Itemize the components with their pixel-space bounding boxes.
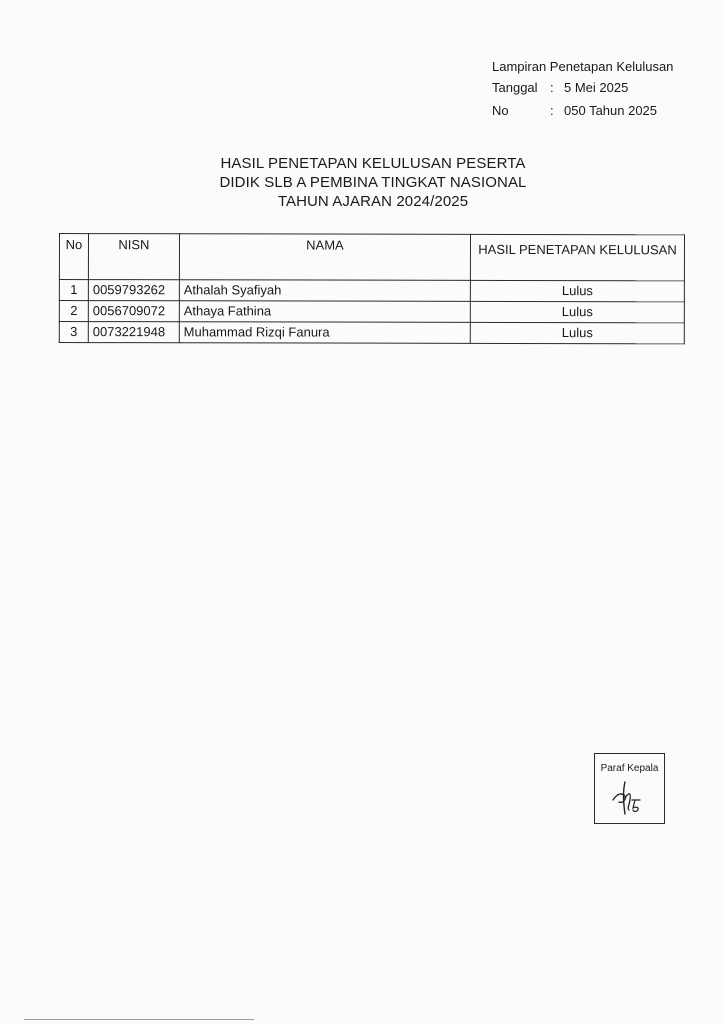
table-row xyxy=(59,322,684,344)
column-header-nama: NAMA xyxy=(179,234,470,281)
attachment-header xyxy=(492,56,673,121)
date-separator: : xyxy=(550,80,554,95)
title-line-2: DIDIK SLB A PEMBINA TINGKAT NASIONAL xyxy=(219,174,527,191)
attachment-title xyxy=(492,56,673,77)
document-title xyxy=(150,154,596,211)
date-row xyxy=(492,77,673,98)
cell-no: 3 xyxy=(59,322,88,343)
column-header-hasil: HASIL PENETAPAN KELULUSAN xyxy=(470,234,684,280)
date-label: Tanggal xyxy=(492,80,538,95)
date-value: 5 Mei 2025 xyxy=(564,80,629,95)
principal-initial-label: Paraf Kepala xyxy=(600,763,659,774)
column-header-nisn: NISN xyxy=(88,234,179,280)
number-row xyxy=(492,100,673,121)
cell-no: 1 xyxy=(59,280,88,301)
title-line-1: HASIL PENETAPAN KELULUSAN PESERTA xyxy=(220,155,526,172)
scan-edge-line xyxy=(24,1019,254,1020)
cell-no: 2 xyxy=(59,301,88,322)
title-line-3: TAHUN AJARAN 2024/2025 xyxy=(277,193,469,210)
graduation-results-table xyxy=(59,233,685,344)
number-value: 050 Tahun 2025 xyxy=(564,103,658,118)
table-header-row xyxy=(59,234,684,281)
principal-initial-box xyxy=(594,753,665,824)
signature-initial-icon xyxy=(609,778,653,818)
cell-hasil: Lulus xyxy=(470,280,684,301)
cell-nama: Athaya Fathina xyxy=(179,301,470,323)
attachment-title-text: Lampiran Penetapan Kelulusan xyxy=(492,59,674,74)
table-row xyxy=(59,280,684,302)
cell-nama: Muhammad Rizqi Fanura xyxy=(179,322,470,344)
number-separator: : xyxy=(550,103,554,118)
cell-nisn: 0056709072 xyxy=(88,301,179,322)
cell-hasil: Lulus xyxy=(470,322,684,343)
column-header-no: No xyxy=(59,234,88,280)
cell-nisn: 0059793262 xyxy=(88,280,179,301)
cell-nama: Athalah Syafiyah xyxy=(179,280,470,302)
cell-hasil: Lulus xyxy=(470,301,684,322)
cell-nisn: 0073221948 xyxy=(88,322,179,343)
table-row xyxy=(59,301,684,323)
number-label: No xyxy=(492,103,509,118)
